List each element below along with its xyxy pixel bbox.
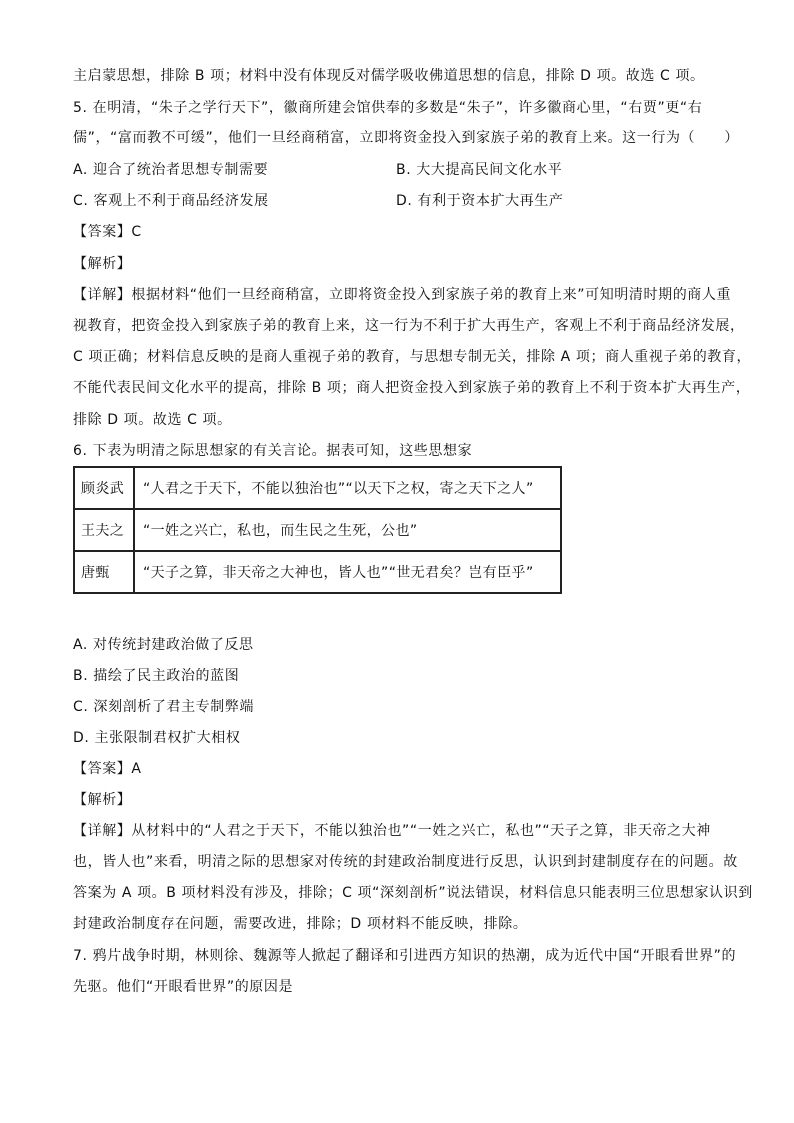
q6-detail-line: 答案为 A 项。B 项材料没有涉及，排除；C 项“深刻剖析”说法错误，材料信息只能表明三位思想家认识到 <box>73 885 753 901</box>
q6-detail-line: 【详解】从材料中的“人君之于天下，不能以独治也”“一姓之兴亡，私也”“天子之算，非天帝之大神 <box>73 823 711 839</box>
q5-detail-line: 视教育，把资金投入到家族子弟的教育上来，这一行为不利于扩大再生产，客观上不利于商品经济发展， <box>73 318 745 334</box>
question-7-stem: 7. 鸦片战争时期，林则徐、魏源等人掀起了翻译和引进西方知识的热潮，成为近代中国“开眼看世界”的 <box>73 948 737 964</box>
q5-option-b: B. 大大提高民间文化水平 <box>396 162 563 178</box>
thinker-name: 顾炎武 <box>74 467 134 509</box>
table-row <box>74 467 561 509</box>
q5-detail-line: 【详解】根据材料“他们一旦经商稍富，立即将资金投入到家族子弟的教育上来”可知明清时期的商人重 <box>73 287 732 303</box>
q5-detail-line: 不能代表民间文化水平的提高，排除 B 项；商人把资金投入到家族子弟的教育上不利于资本扩大再生产， <box>73 380 751 396</box>
q6-answer: 【答案】A <box>73 761 142 777</box>
q6-option-c: C. 深刻剖析了君主专制弊端 <box>73 699 255 715</box>
q5-option-c: C. 客观上不利于商品经济发展 <box>73 193 269 209</box>
q6-detail-line: 也，皆人也”来看，明清之际的思想家对传统的封建政治制度进行反思，认识到封建制度存在的问题。故 <box>73 854 738 870</box>
q5-option-a: A. 迎合了统治者思想专制需要 <box>73 162 269 178</box>
q5-detail-line: 排除 D 项。故选 C 项。 <box>73 412 232 428</box>
thinker-quote: “人君之于天下，不能以独治也”“以天下之权，寄之天下之人” <box>134 467 561 509</box>
q5-analysis-label: 【解析】 <box>73 256 132 272</box>
thinkers-table <box>73 466 562 594</box>
table-row <box>74 551 561 593</box>
thinker-name: 唐甄 <box>74 551 134 593</box>
thinker-name: 王夫之 <box>74 509 134 551</box>
question-7-stem-cont: 先驱。他们“开眼看世界”的原因是 <box>73 979 294 995</box>
q6-option-b: B. 描绘了民主政治的蓝图 <box>73 668 240 684</box>
q5-answer: 【答案】C <box>73 224 142 240</box>
q6-analysis-label: 【解析】 <box>73 792 132 808</box>
question-6-stem: 6. 下表为明清之际思想家的有关言论。据表可知，这些思想家 <box>73 443 473 459</box>
question-5-stem-cont: 儒”，“富而教不可缓”，他们一旦经商稍富，立即将资金投入到家族子弟的教育上来。这一行为（ ） <box>73 130 739 146</box>
question-5-stem: 5. 在明清，“朱子之学行天下”，徽商所建会馆供奉的多数是“朱子”，许多徽商心里，“右贾”更“右 <box>73 100 703 116</box>
q5-detail-line: C 项正确；材料信息反映的是商人重视子弟的教育，与思想专制无关，排除 A 项；商人重视子弟的教育， <box>73 349 752 365</box>
q5-option-d: D. 有利于资本扩大再生产 <box>396 193 564 209</box>
q6-option-a: A. 对传统封建政治做了反思 <box>73 637 254 653</box>
text-line: 主启蒙思想，排除 B 项；材料中没有体现反对儒学吸收佛道思想的信息，排除 D 项。故选 C 项。 <box>73 68 705 84</box>
q6-option-d: D. 主张限制君权扩大相权 <box>73 730 241 746</box>
thinker-quote: “天子之算，非天帝之大神也，皆人也”“世无君矣？岂有臣乎” <box>134 551 561 593</box>
q6-detail-line: 封建政治制度存在问题，需要改进，排除；D 项材料不能反映，排除。 <box>73 916 528 932</box>
thinker-quote: “一姓之兴亡，私也，而生民之生死，公也” <box>134 509 561 551</box>
table-row <box>74 509 561 551</box>
